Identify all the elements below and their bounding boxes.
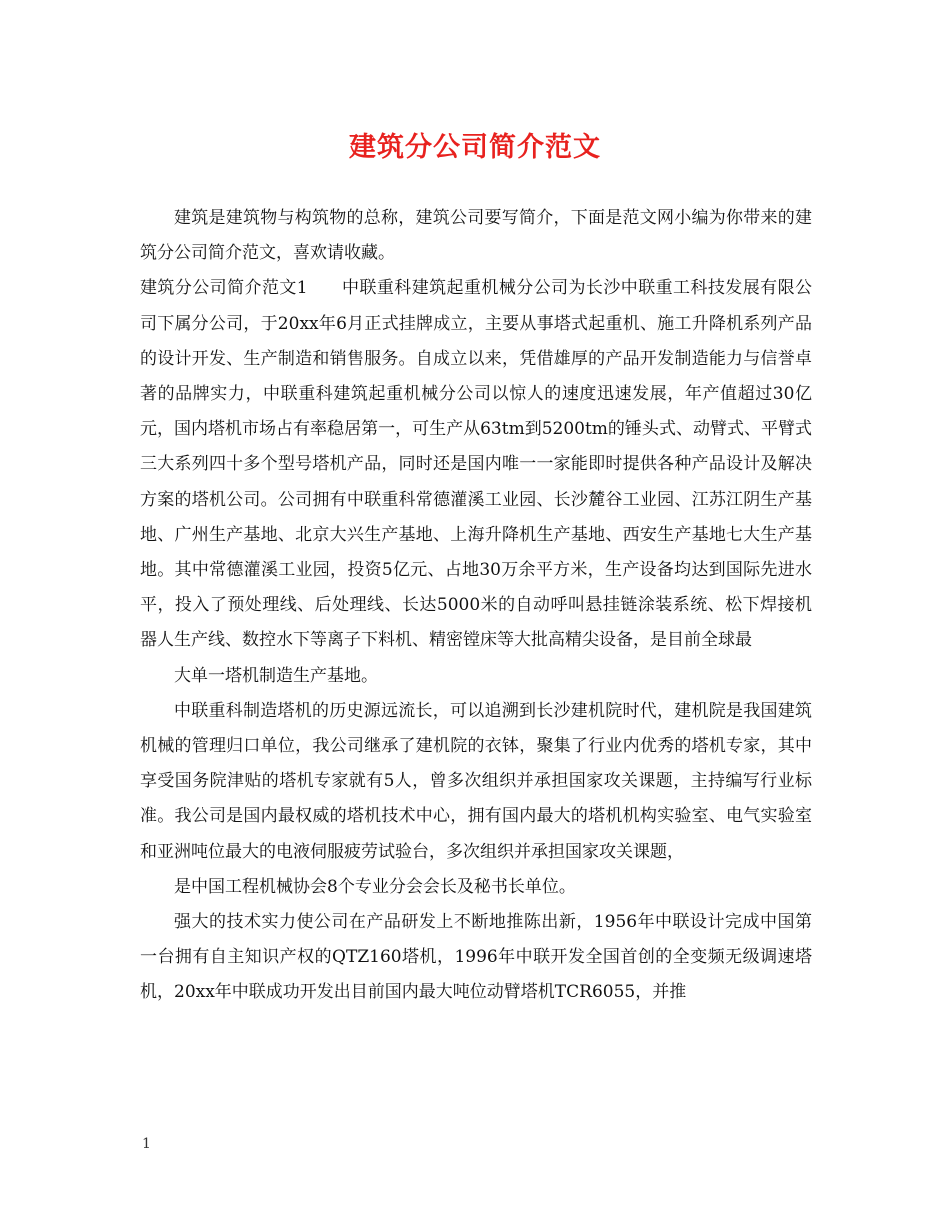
document-body (140, 201, 812, 1011)
paragraph-2: 大单一塔机制造生产基地。 (174, 665, 378, 686)
section-1-label: 建筑分公司简介范文1 (140, 278, 308, 299)
document-title: 建筑分公司简介范文 (349, 132, 601, 163)
paragraph-3: 中联重科制造塔机的历史源远流长，可以追溯到长沙建机院时代，建机院是我国建筑机械的管理归口单位，我公司继承了建机院的衣钵，聚集了行业内优秀的塔机专家，其中享受国务院津贴的塔机专家就有5人，曾多次组织并承担国家攻关课题，主持编写行业标准。我公司是国内最权威的塔机技术中心，拥有国内最大的塔机机构实验室、电气实验室和亚洲吨位最大的电液伺服疲劳试验台，多次组织并承担国家攻关课题， (140, 700, 812, 862)
page-number: 1 (142, 1136, 151, 1152)
section-1-text: 中联重科建筑起重机械分公司为长沙中联重工科技发展有限公司下属分公司，于20xx年6月正式挂牌成立，主要从事塔式起重机、施工升降机系列产品的设计开发、生产制造和销售服务。自成立以来，凭借雄厚的产品开发制造能力与信誉卓著的品牌实力，中联重科建筑起重机械分公司以惊人的速度迅速发展，年产值超过30亿元，国内塔机市场占有率稳居第一，可生产从63tm到5200tm的锤头式、动臂式、平臂式三大系列四十多个型号塔机产品，同时还是国内唯一一家能即时提供各种产品设计及解决方案的塔机公司。公司拥有中联重科常德灌溪工业园、长沙麓谷工业园、江苏江阴生产基地、广州生产基地、北京大兴生产基地、上海升降机生产基地、西安生产基地七大生产基地。其中常德灌溪工业园，投资5亿元、占地30万余平方米，生产设备均达到国际先进水平，投入了预处理线、后处理线、长达5000米的自动呼叫悬挂链涂装系统、松下焊接机器人生产线、数控水下等离子下料机、精密镗床等大批高精尖设备，是目前全球最 (140, 278, 812, 651)
intro-paragraph: 建筑是建筑物与构筑物的总称，建筑公司要写简介，下面是范文网小编为你带来的建筑分公司简介范文，喜欢请收藏。 (140, 208, 812, 264)
paragraph-4: 是中国工程机械协会8个专业分会会长及秘书长单位。 (174, 876, 576, 897)
section-1-paragraph (140, 271, 812, 658)
paragraph-5: 强大的技术实力使公司在产品研发上不断地推陈出新，1956年中联设计完成中国第一台拥有自主知识产权的QTZ160塔机，1996年中联开发全国首创的全变频无级调速塔机，20xx年中联成功开发出目前国内最大吨位动臂塔机TCR6055，并推 (140, 912, 812, 1003)
